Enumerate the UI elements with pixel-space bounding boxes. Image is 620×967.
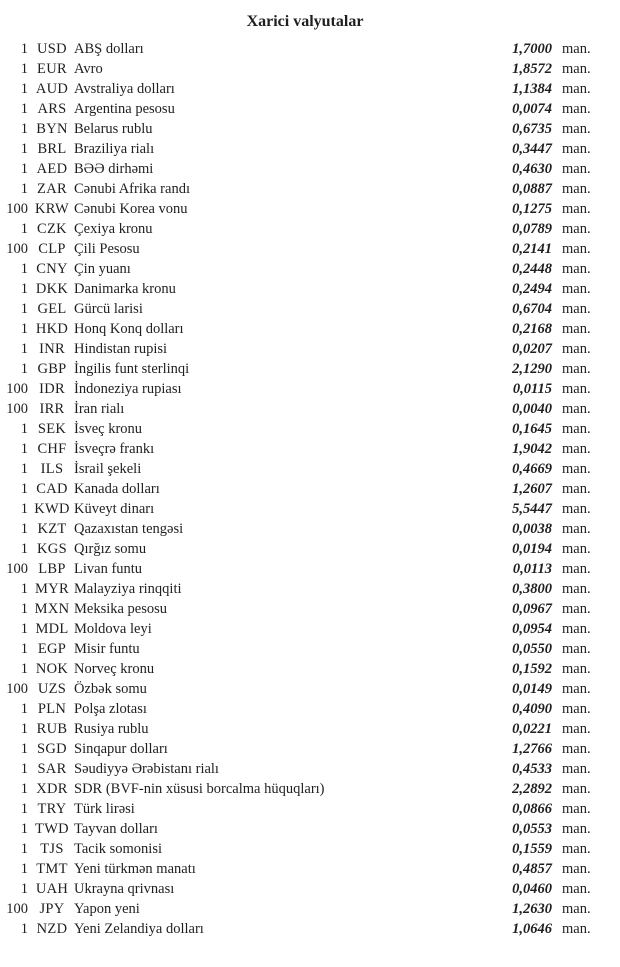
currency-name: Cənubi Korea vonu [74, 201, 188, 217]
currency-name: İsveç kronu [74, 421, 143, 437]
currency-row [4, 559, 606, 579]
currency-rate: 1,7000 [512, 41, 552, 57]
currency-unit: man. [562, 441, 591, 457]
currency-row [4, 639, 606, 659]
currency-rate: 0,0954 [512, 621, 552, 637]
currency-row [4, 459, 606, 479]
currency-rate: 0,6735 [512, 121, 552, 137]
currency-row [4, 819, 606, 839]
currency-code: DKK [35, 281, 69, 297]
currency-quantity: 1 [20, 621, 28, 637]
currency-unit: man. [562, 901, 591, 917]
currency-quantity: 1 [20, 641, 28, 657]
currency-row [4, 679, 606, 699]
currency-row [4, 439, 606, 459]
currency-quantity: 100 [6, 561, 28, 577]
currency-rate: 0,1275 [512, 201, 552, 217]
currency-code: MXN [34, 601, 70, 617]
currency-quantity: 100 [6, 201, 28, 217]
currency-row [4, 619, 606, 639]
currency-name: ABŞ dolları [74, 41, 144, 57]
currency-name: Qazaxıstan tengəsi [74, 521, 184, 537]
currency-unit: man. [562, 661, 591, 677]
currency-rate: 0,4630 [512, 161, 552, 177]
currency-rate: 5,5447 [512, 501, 552, 517]
currency-row [4, 519, 606, 539]
currency-row [4, 599, 606, 619]
currency-code: SGD [37, 741, 67, 757]
currency-name: Misir funtu [74, 641, 140, 657]
currency-unit: man. [562, 361, 591, 377]
currency-name: Küveyt dinarı [74, 501, 155, 517]
currency-name: Braziliya rialı [74, 141, 155, 157]
currency-code: IRR [39, 401, 65, 417]
currency-quantity: 1 [20, 921, 28, 937]
currency-quantity: 1 [20, 841, 28, 857]
currency-row [4, 879, 606, 899]
currency-name: İngilis funt sterlinqi [74, 361, 190, 377]
currency-row [4, 199, 606, 219]
currency-rate: 0,1559 [512, 841, 552, 857]
currency-code: KWD [34, 501, 70, 517]
currency-row [4, 859, 606, 879]
currency-code: MYR [35, 581, 69, 597]
currency-unit: man. [562, 821, 591, 837]
currency-code: MDL [35, 621, 69, 637]
currency-row [4, 339, 606, 359]
currency-name: Avro [74, 61, 103, 77]
currency-name: Ukrayna qrivnası [74, 881, 175, 897]
currency-rate: 1,0646 [512, 921, 552, 937]
currency-quantity: 1 [20, 881, 28, 897]
currency-unit: man. [562, 221, 591, 237]
currency-code: GEL [37, 301, 67, 317]
currency-quantity: 1 [20, 801, 28, 817]
currency-name: Yeni türkmən manatı [74, 861, 196, 877]
currency-unit: man. [562, 261, 591, 277]
currency-row [4, 299, 606, 319]
currency-code: UAH [35, 881, 69, 897]
currency-name: Moldova leyi [74, 621, 152, 637]
currency-unit: man. [562, 321, 591, 337]
currency-unit: man. [562, 721, 591, 737]
currency-rate: 0,4857 [512, 861, 552, 877]
currency-quantity: 1 [20, 141, 28, 157]
currency-unit: man. [562, 301, 591, 317]
currency-code: LBP [38, 561, 66, 577]
currency-row [4, 99, 606, 119]
currency-rate: 1,2607 [512, 481, 552, 497]
currency-unit: man. [562, 81, 591, 97]
currency-name: Danimarka kronu [74, 281, 176, 297]
currency-rate: 2,2892 [512, 781, 552, 797]
currency-unit: man. [562, 501, 591, 517]
currency-unit: man. [562, 41, 591, 57]
currency-quantity: 1 [20, 261, 28, 277]
currency-code: PLN [37, 701, 67, 717]
currency-unit: man. [562, 181, 591, 197]
currency-row [4, 139, 606, 159]
currency-unit: man. [562, 101, 591, 117]
currency-quantity: 1 [20, 861, 28, 877]
currency-rate: 1,2630 [512, 901, 552, 917]
currency-row [4, 659, 606, 679]
currency-unit: man. [562, 461, 591, 477]
currency-quantity: 1 [20, 121, 28, 137]
currency-row [4, 259, 606, 279]
currency-rate: 0,0074 [512, 101, 552, 117]
currency-row [4, 379, 606, 399]
currency-quantity: 1 [20, 421, 28, 437]
currency-quantity: 1 [20, 761, 28, 777]
currency-unit: man. [562, 541, 591, 557]
currency-quantity: 1 [20, 41, 28, 57]
currency-quantity: 1 [20, 541, 28, 557]
currency-name: Tacik somonisi [74, 841, 162, 857]
currency-name: Çili Pesosu [74, 241, 140, 257]
currency-rate: 0,0040 [512, 401, 552, 417]
currency-quantity: 1 [20, 301, 28, 317]
currency-row [4, 419, 606, 439]
currency-name: Tayvan dolları [74, 821, 158, 837]
currency-code: SAR [37, 761, 67, 777]
currency-row [4, 799, 606, 819]
currency-name: Özbək somu [74, 681, 147, 697]
currency-code: ARS [37, 101, 67, 117]
currency-rate: 0,1645 [512, 421, 552, 437]
currency-name: Cənubi Afrika randı [74, 181, 190, 197]
currency-row [4, 359, 606, 379]
currency-code: SEK [37, 421, 67, 437]
currency-unit: man. [562, 201, 591, 217]
currency-rate: 0,2168 [512, 321, 552, 337]
currency-unit: man. [562, 401, 591, 417]
currency-name: Polşa zlotası [74, 701, 147, 717]
currency-rate: 0,4669 [512, 461, 552, 477]
currency-name: İsrail şekeli [74, 461, 142, 477]
currency-quantity: 100 [6, 241, 28, 257]
currency-name: Yeni Zelandiya dolları [74, 921, 204, 937]
currency-code: TJS [40, 841, 64, 857]
currency-row [4, 79, 606, 99]
currency-unit: man. [562, 281, 591, 297]
currency-row [4, 899, 606, 919]
currency-name: Çin yuanı [74, 261, 131, 277]
currency-name: İsveçrə frankı [74, 441, 155, 457]
currency-quantity: 1 [20, 221, 28, 237]
currency-quantity: 1 [20, 441, 28, 457]
currency-code: TRY [37, 801, 67, 817]
currency-row [4, 279, 606, 299]
currency-rate: 0,0789 [512, 221, 552, 237]
currency-code: CLP [38, 241, 66, 257]
currency-quantity: 1 [20, 581, 28, 597]
currency-row [4, 759, 606, 779]
currency-name: Çexiya kronu [74, 221, 153, 237]
currency-unit: man. [562, 781, 591, 797]
currency-code: CHF [37, 441, 67, 457]
currency-quantity: 1 [20, 321, 28, 337]
currency-code: AED [36, 161, 68, 177]
currency-rate: 0,4090 [512, 701, 552, 717]
currency-unit: man. [562, 141, 591, 157]
currency-code: AUD [35, 81, 69, 97]
currency-row [4, 499, 606, 519]
currency-rate: 0,1592 [512, 661, 552, 677]
currency-row [4, 739, 606, 759]
currency-rate: 0,0887 [512, 181, 552, 197]
currency-row [4, 919, 606, 939]
currency-unit: man. [562, 861, 591, 877]
currency-unit: man. [562, 921, 591, 937]
currency-code: GBP [37, 361, 67, 377]
currency-code: IDR [39, 381, 65, 397]
currency-name: Rusiya rublu [74, 721, 149, 737]
currency-code: EUR [37, 61, 67, 77]
currency-rate: 0,2141 [512, 241, 552, 257]
currency-code: USD [37, 41, 67, 57]
currency-rate: 0,0207 [512, 341, 552, 357]
currency-name: Argentina pesosu [74, 101, 175, 117]
currency-unit: man. [562, 161, 591, 177]
currency-unit: man. [562, 341, 591, 357]
currency-quantity: 1 [20, 181, 28, 197]
currency-name: Belarus rublu [74, 121, 153, 137]
currency-quantity: 1 [20, 701, 28, 717]
currency-unit: man. [562, 681, 591, 697]
currency-quantity: 1 [20, 601, 28, 617]
currency-quantity: 100 [6, 381, 28, 397]
currency-unit: man. [562, 621, 591, 637]
currency-name: Meksika pesosu [74, 601, 168, 617]
currency-row [4, 119, 606, 139]
currency-name: İran rialı [74, 401, 125, 417]
currency-quantity: 1 [20, 781, 28, 797]
currency-unit: man. [562, 601, 591, 617]
currency-rate: 0,0967 [512, 601, 552, 617]
currency-name: Kanada dolları [74, 481, 160, 497]
currency-rate: 2,1290 [512, 361, 552, 377]
currency-code: BRL [37, 141, 67, 157]
currency-quantity: 1 [20, 81, 28, 97]
currency-code: EGP [37, 641, 67, 657]
currency-quantity: 1 [20, 741, 28, 757]
currency-row [4, 699, 606, 719]
currency-code: ILS [40, 461, 64, 477]
currency-row [4, 719, 606, 739]
currency-code: TMT [36, 861, 68, 877]
currency-table [4, 39, 606, 939]
currency-quantity: 1 [20, 661, 28, 677]
currency-rate: 0,2494 [512, 281, 552, 297]
currency-rate: 0,0038 [512, 521, 552, 537]
currency-unit: man. [562, 521, 591, 537]
currency-name: Sinqapur dolları [74, 741, 168, 757]
currency-unit: man. [562, 761, 591, 777]
currency-row [4, 399, 606, 419]
currency-quantity: 1 [20, 821, 28, 837]
currency-rate: 0,0194 [512, 541, 552, 557]
currency-row [4, 479, 606, 499]
currency-name: Avstraliya dolları [74, 81, 175, 97]
currency-quantity: 1 [20, 721, 28, 737]
currency-name: BƏƏ dirhəmi [74, 161, 154, 177]
currency-quantity: 1 [20, 461, 28, 477]
currency-code: CZK [37, 221, 67, 237]
currency-code: BYN [36, 121, 68, 137]
currency-rate: 0,0115 [512, 381, 552, 397]
currency-code: HKD [35, 321, 69, 337]
currency-rate: 0,3800 [512, 581, 552, 597]
currency-code: ZAR [37, 181, 67, 197]
currency-row [4, 59, 606, 79]
currency-row [4, 39, 606, 59]
currency-name: Qırğız somu [74, 541, 147, 557]
currency-unit: man. [562, 641, 591, 657]
page-title: Xarici valyutalar [246, 13, 364, 30]
currency-unit: man. [562, 701, 591, 717]
currency-rate: 0,0866 [512, 801, 552, 817]
currency-name: Gürcü larisi [74, 301, 143, 317]
currency-quantity: 1 [20, 161, 28, 177]
currency-unit: man. [562, 881, 591, 897]
currency-code: JPY [39, 901, 65, 917]
currency-unit: man. [562, 61, 591, 77]
currency-row [4, 839, 606, 859]
currency-row [4, 539, 606, 559]
currency-unit: man. [562, 581, 591, 597]
currency-unit: man. [562, 801, 591, 817]
currency-name: Livan funtu [74, 561, 143, 577]
currency-name: SDR (BVF-nin xüsusi borcalma hüquqları) [74, 781, 325, 797]
currency-quantity: 1 [20, 101, 28, 117]
currency-rate: 0,0550 [512, 641, 552, 657]
currency-quantity: 1 [20, 281, 28, 297]
currency-unit: man. [562, 421, 591, 437]
currency-unit: man. [562, 481, 591, 497]
currency-name: Yapon yeni [74, 901, 140, 917]
currency-code: RUB [36, 721, 68, 737]
currency-rate: 0,0149 [512, 681, 552, 697]
currency-rate: 1,9042 [512, 441, 552, 457]
currency-name: Türk lirəsi [74, 801, 135, 817]
currency-code: NOK [35, 661, 69, 677]
currency-rate: 0,3447 [512, 141, 552, 157]
currency-rate: 0,4533 [512, 761, 552, 777]
currency-code: KRW [35, 201, 69, 217]
currency-name: Hindistan rupisi [74, 341, 168, 357]
currency-rate: 0,0221 [512, 721, 552, 737]
currency-quantity: 100 [6, 401, 28, 417]
currency-code: NZD [36, 921, 68, 937]
currency-quantity: 100 [6, 901, 28, 917]
currency-row [4, 159, 606, 179]
currency-rate: 0,0113 [512, 561, 552, 577]
currency-row [4, 319, 606, 339]
currency-quantity: 1 [20, 481, 28, 497]
currency-code: INR [39, 341, 65, 357]
currency-quantity: 1 [20, 341, 28, 357]
currency-rate: 1,8572 [512, 61, 552, 77]
currency-code: XDR [36, 781, 68, 797]
currency-code: TWD [35, 821, 69, 837]
currency-code: UZS [37, 681, 67, 697]
currency-name: İndoneziya rupiası [74, 381, 182, 397]
currency-code: KZT [37, 521, 67, 537]
currency-quantity: 1 [20, 361, 28, 377]
currency-name: Səudiyyə Ərəbistanı rialı [74, 761, 219, 777]
currency-row [4, 179, 606, 199]
currency-row [4, 219, 606, 239]
currency-unit: man. [562, 841, 591, 857]
currency-code: CNY [36, 261, 68, 277]
currency-name: Norveç kronu [74, 661, 155, 677]
currency-row [4, 779, 606, 799]
currency-rate: 0,6704 [512, 301, 552, 317]
currency-quantity: 1 [20, 501, 28, 517]
currency-unit: man. [562, 381, 591, 397]
currency-code: KGS [37, 541, 67, 557]
currency-row [4, 239, 606, 259]
currency-code: CAD [36, 481, 68, 497]
currency-quantity: 1 [20, 61, 28, 77]
currency-name: Honq Konq dolları [74, 321, 184, 337]
currency-rate: 0,0553 [512, 821, 552, 837]
currency-rate: 0,2448 [512, 261, 552, 277]
currency-rate: 1,1384 [512, 81, 552, 97]
currency-rate: 0,0460 [512, 881, 552, 897]
currency-unit: man. [562, 561, 591, 577]
currency-name: Malayziya rinqqiti [74, 581, 182, 597]
currency-unit: man. [562, 741, 591, 757]
currency-quantity: 1 [20, 521, 28, 537]
currency-quantity: 100 [6, 681, 28, 697]
currency-unit: man. [562, 241, 591, 257]
currency-rate: 1,2766 [512, 741, 552, 757]
currency-unit: man. [562, 121, 591, 137]
currency-row [4, 579, 606, 599]
